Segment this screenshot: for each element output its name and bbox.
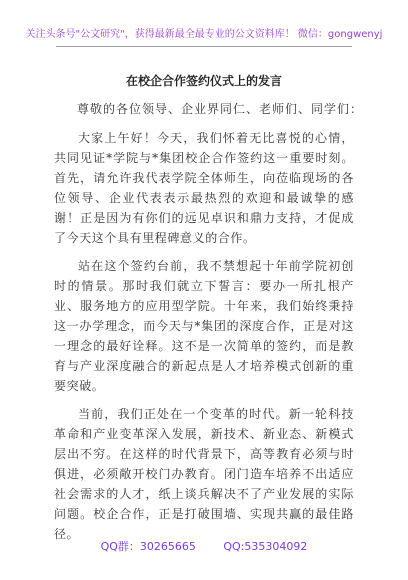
paragraph-1: 大家上午好！今天，我们怀着无比喜悦的心情，共同见证*学院与*集团校企合作签约这一重要时刻。首先，请允许我代表学院全体师生，向莅临现场的各位领导、企业代表表示最热烈的欢迎和最诚挚的感谢！正是因为有你们的远见卓识和鼎力支持，才促成了今天这个具有里程碑意义的合作。 <box>54 131 354 245</box>
document-title: 在校企合作签约仪式上的发言 <box>125 74 282 88</box>
paragraph-2: 站在这个签约台前，我不禁想起十年前学院初创时的情景。那时我们就立下誓言：要办一所扎根产业、服务地方的应用型学院。十年来，我们始终秉持这一办学理念，而今天与*集团的深度合作，正是对这一理念的最好诠释。这不是一次简单的签约，而是教育与产业深度融合的新起点是人才培养模式创新的重要突破。 <box>54 259 354 393</box>
paragraph-3: 当前，我们正处在一个变革的时代。新一轮科技革命和产业变革深入发展，新技术、新业态、新模式层出不穷。在这样的时代背景下，高等教育必须与时俱进，必须敞开校门办教育。闭门造车培养不出适应社会需求的人才，纸上谈兵解决不了产业发展的实际问题。校企合作，正是打破围墙、实现共赢的最佳路径。 <box>54 407 354 541</box>
footer-qq-group: QQ群：30265665 <box>100 540 196 553</box>
header-banner: 关注头条号"公文研究"，获得最新最全最专业的公文资料库！ 微信：gongwenyj <box>25 29 383 40</box>
header-divider <box>56 46 352 47</box>
footer-qq: QQ:535304092 <box>223 540 308 553</box>
salutation: 尊敬的各位领导、企业界同仁、老师们、同学们： <box>77 102 364 116</box>
document-body <box>54 128 354 552</box>
footer-contact <box>0 538 408 554</box>
